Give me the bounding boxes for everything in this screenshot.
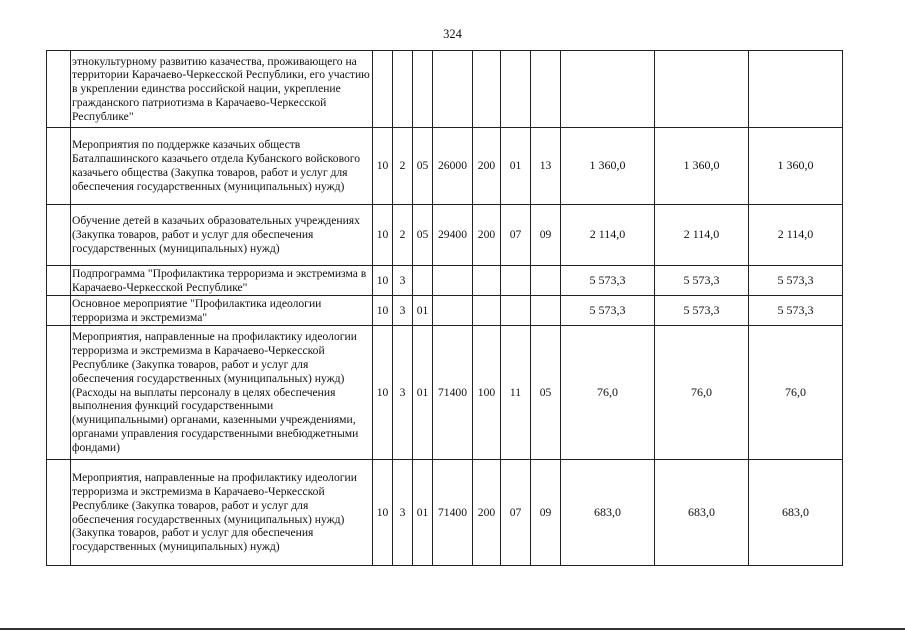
- row-description: этнокультурному развитию казачества, проживающего на территории Карачаево-Черкесской Республики, его участию в укреплении единства российской нации, укрепление гражданского патриотизма в Карачаево-Черкесской Республике": [71, 51, 373, 128]
- code-cell: 01: [413, 296, 433, 326]
- amount-cell: 683,0: [561, 460, 655, 566]
- blank-cell: [47, 51, 71, 128]
- amount-cell: 1 360,0: [655, 128, 749, 205]
- amount-cell: 2 114,0: [749, 205, 843, 266]
- code-cell: 10: [373, 460, 393, 566]
- amount-cell: 5 573,3: [749, 296, 843, 326]
- amount-cell: 5 573,3: [749, 266, 843, 296]
- row-description: Основное мероприятие "Профилактика идеологии терроризма и экстремизма": [71, 296, 373, 326]
- code-cell: [473, 266, 501, 296]
- code-cell: 07: [501, 205, 531, 266]
- code-cell: 01: [413, 460, 433, 566]
- amount-cell: [655, 51, 749, 128]
- code-cell: 200: [473, 460, 501, 566]
- code-cell: 3: [393, 326, 413, 460]
- amount-cell: 683,0: [655, 460, 749, 566]
- table-row: [47, 51, 843, 128]
- amount-cell: 5 573,3: [561, 266, 655, 296]
- table-row: [47, 266, 843, 296]
- code-cell: 3: [393, 266, 413, 296]
- code-cell: 3: [393, 460, 413, 566]
- blank-cell: [47, 205, 71, 266]
- code-cell: 01: [413, 326, 433, 460]
- code-cell: 71400: [433, 460, 473, 566]
- code-cell: 26000: [433, 128, 473, 205]
- code-cell: 10: [373, 205, 393, 266]
- code-cell: 3: [393, 296, 413, 326]
- amount-cell: [749, 51, 843, 128]
- amount-cell: 5 573,3: [561, 296, 655, 326]
- code-cell: [433, 266, 473, 296]
- blank-cell: [47, 326, 71, 460]
- table-row: [47, 205, 843, 266]
- blank-cell: [47, 128, 71, 205]
- code-cell: [373, 51, 393, 128]
- code-cell: [531, 296, 561, 326]
- amount-cell: 76,0: [561, 326, 655, 460]
- page-bottom-rule: [0, 628, 905, 630]
- amount-cell: 1 360,0: [561, 128, 655, 205]
- blank-cell: [47, 296, 71, 326]
- code-cell: 29400: [433, 205, 473, 266]
- code-cell: [433, 51, 473, 128]
- amount-cell: [561, 51, 655, 128]
- code-cell: 2: [393, 205, 413, 266]
- amount-cell: 76,0: [749, 326, 843, 460]
- code-cell: [393, 51, 413, 128]
- amount-cell: 5 573,3: [655, 296, 749, 326]
- amount-cell: 1 360,0: [749, 128, 843, 205]
- code-cell: [501, 51, 531, 128]
- code-cell: [473, 51, 501, 128]
- code-cell: 05: [413, 128, 433, 205]
- code-cell: [501, 266, 531, 296]
- row-description: Мероприятия по поддержке казачьих обществ Баталпашинского казачьего отдела Кубанского войскового казачьего общества (Закупка товаров, работ и услуг для обеспечения государственных (муниципальных) нужд): [71, 128, 373, 205]
- code-cell: 11: [501, 326, 531, 460]
- row-description: Обучение детей в казачьих образовательных учреждениях (Закупка товаров, работ и услуг для обеспечения государственных (муниципальных) нужд): [71, 205, 373, 266]
- code-cell: 2: [393, 128, 413, 205]
- code-cell: 10: [373, 326, 393, 460]
- code-cell: 10: [373, 296, 393, 326]
- page-number: 324: [443, 27, 462, 41]
- code-cell: 05: [413, 205, 433, 266]
- code-cell: [433, 296, 473, 326]
- row-description: Мероприятия, направленные на профилактику идеологии терроризма и экстремизма в Карачаево-Черкесской Республике (Закупка товаров, работ и услуг для обеспечения государственных (муниципальных) нужд) (Закупка товаров, работ и услуг для обеспечения государственных (муниципальных) нужд): [71, 460, 373, 566]
- amount-cell: 76,0: [655, 326, 749, 460]
- blank-cell: [47, 266, 71, 296]
- code-cell: 05: [531, 326, 561, 460]
- code-cell: [531, 266, 561, 296]
- code-cell: 07: [501, 460, 531, 566]
- table-row: [47, 460, 843, 566]
- code-cell: 100: [473, 326, 501, 460]
- code-cell: 09: [531, 460, 561, 566]
- code-cell: [473, 296, 501, 326]
- code-cell: [413, 266, 433, 296]
- row-description: Мероприятия, направленные на профилактику идеологии терроризма и экстремизма в Карачаево-Черкесской Республике (Закупка товаров, работ и услуг для обеспечения государственных (муниципальных) нужд) (Расходы на выплаты персоналу в целях обеспечения выполнения функций государственными (муниципальными) органами, казенными учреждениями, органами управления государственными внебюджетными фондами): [71, 326, 373, 460]
- table-row: [47, 296, 843, 326]
- code-cell: 200: [473, 205, 501, 266]
- code-cell: [531, 51, 561, 128]
- code-cell: 01: [501, 128, 531, 205]
- blank-cell: [47, 460, 71, 566]
- amount-cell: 2 114,0: [655, 205, 749, 266]
- code-cell: 13: [531, 128, 561, 205]
- table-row: [47, 128, 843, 205]
- code-cell: 10: [373, 128, 393, 205]
- amount-cell: 2 114,0: [561, 205, 655, 266]
- row-description: Подпрограмма "Профилактика терроризма и экстремизма в Карачаево-Черкесской Республике": [71, 266, 373, 296]
- table-row: [47, 326, 843, 460]
- code-cell: 200: [473, 128, 501, 205]
- code-cell: 10: [373, 266, 393, 296]
- code-cell: [413, 51, 433, 128]
- budget-table: [46, 50, 843, 566]
- amount-cell: 683,0: [749, 460, 843, 566]
- amount-cell: 5 573,3: [655, 266, 749, 296]
- code-cell: 71400: [433, 326, 473, 460]
- code-cell: [501, 296, 531, 326]
- code-cell: 09: [531, 205, 561, 266]
